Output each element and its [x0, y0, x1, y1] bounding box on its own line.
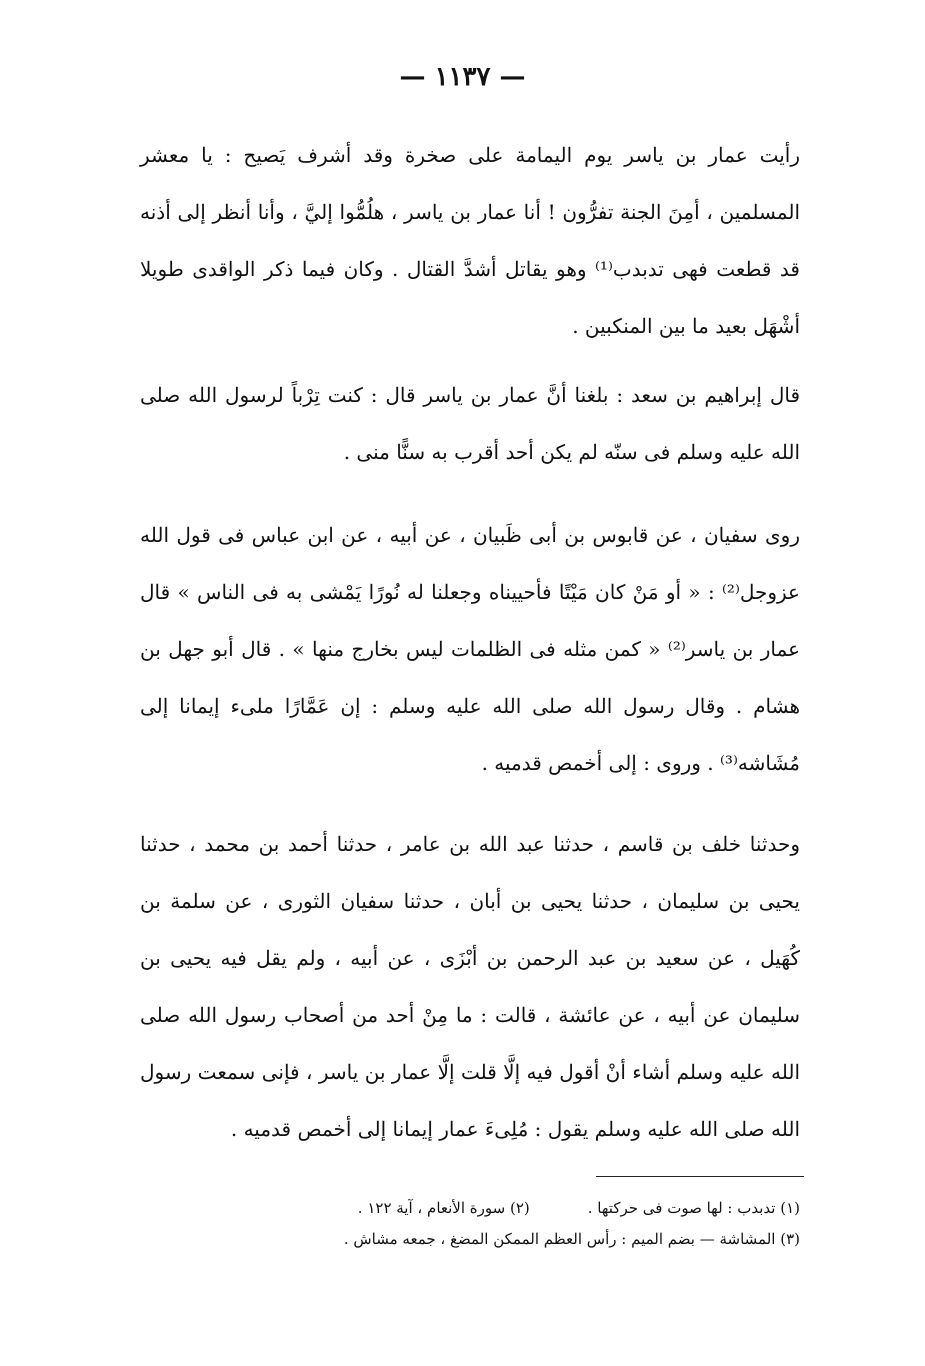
- footnote-2: (٢) سورة الأنعام ، آية ١٢٢ .: [357, 1199, 530, 1217]
- footnote-divider: [596, 1176, 804, 1177]
- paragraph-4: وحدثنا خلف بن قاسم ، حدثنا عبد الله بن عامر ، حدثنا أحمد بن محمد ، حدثنا يحيى بن سليمان ، حدثنا يحيى بن أبان ، حدثنا سفيان الثورى ، عن سلمة بن كُهَيل ، عن سعيد بن عبد الرحمن بن أبْزَى ، عن أبيه ، ولم يقل فيه يحيى بن سليمان عن أبيه ، عن عائشة ، قالت : ما مِنْ أحد من أصحاب رسول الله صلى الله عليه وسلم أشاء أنْ أقول فيه إلَّا قلت إلَّا عمار بن ياسر ، فإنى سمعت رسول الله صلى الله عليه وسلم يقول : مُلِىءَ عمار إيمانا إلى أخمص قدميه .: [140, 832, 800, 1141]
- paragraph-2: قال إبراهيم بن سعد : بلغنا أنَّ عمار بن ياسر قال : كنت تِرْباً لرسول الله صلى الله عليه وسلم فى سنّه لم يكن أحد أقرب به سنًّا منى .: [140, 383, 800, 464]
- page-number: — ١١٣٧ —: [399, 62, 526, 92]
- footnote-row-2: [140, 1224, 800, 1255]
- footnote-1: (١) تدبدب : لها صوت فى حركتها .: [587, 1199, 800, 1217]
- paragraph-3: روى سفيان ، عن قابوس بن أبى ظَبيان ، عن أبيه ، عن ابن عباس فى قول الله عزوجل⁽²⁾ : « أو مَنْ كان مَيْتًا فأحييناه وجعلنا له نُورًا يَمْشى به فى الناس » قال عمار بن ياسر⁽²⁾ « كمن مثله فى الظلمات ليس بخارج منها » . قال أبو جهل بن هشام . وقال رسول الله صلى الله عليه وسلم : إن عَمَّارًا ملىء إيمانا إلى مُشَاشه⁽³⁾ . وروى : إلى أخمص قدميه .: [140, 523, 801, 775]
- footnote-row-1: [140, 1193, 800, 1224]
- footnote-3: (٣) المشاشة — بضم الميم : رأس العظم الممكن المضغ ، جمعه مشاش .: [343, 1230, 800, 1248]
- paragraph-1: رأيت عمار بن ياسر يوم اليمامة على صخرة وقد أشرف يَصيح : يا معشر المسلمين ، أمِنَ الجنة تفرُّون ! أنا عمار بن ياسر ، هلُمُّوا إليَّ ، وأنا أنظر إلى أذنه قد قطعت فهى تدبدب⁽¹⁾ وهو يقاتل أشدَّ القتال . وكان فيما ذكر الواقدى طويلا أشْهَل بعيد ما بين المنكبين .: [140, 143, 800, 338]
- footnotes: [140, 1193, 800, 1255]
